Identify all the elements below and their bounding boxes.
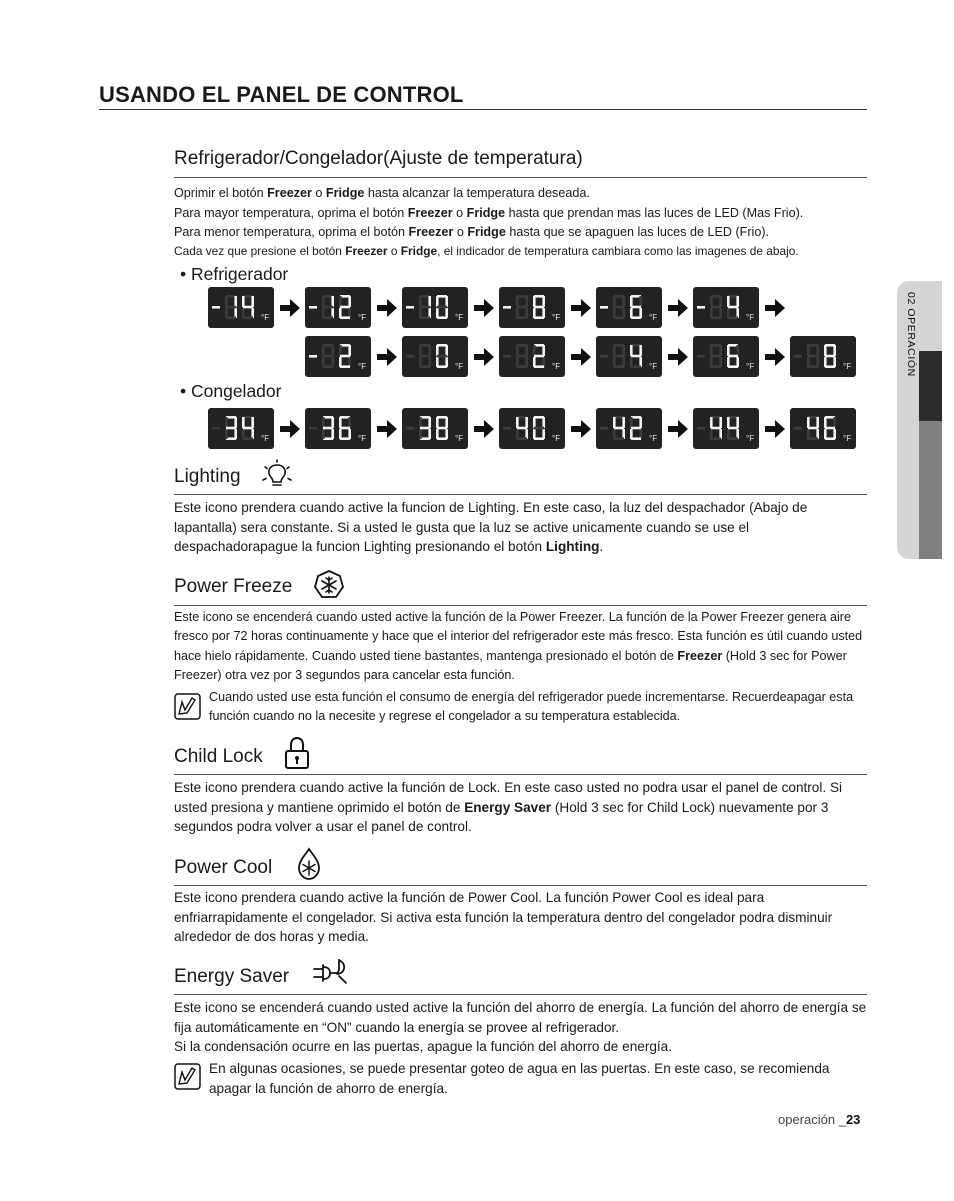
page-title: USANDO EL PANEL DE CONTROL bbox=[99, 82, 464, 107]
temperature-display bbox=[790, 408, 856, 449]
temperature-display bbox=[402, 287, 468, 328]
energy-saver-title: Energy Saver bbox=[174, 966, 290, 987]
arrow-right-icon bbox=[279, 297, 301, 319]
temp-line-4: Cada vez que presione el botón Freezer o Fridge, el indicador de temperatura cambiara como las imagenes de abajo. bbox=[174, 244, 799, 258]
temperature-display bbox=[305, 408, 371, 449]
temperature-display bbox=[208, 287, 274, 328]
power-cool-title: Power Cool bbox=[174, 857, 273, 878]
temp-line-2: Para mayor temperatura, oprima el botón Freezer o Fridge hasta que prendan mas las luces de LED (Mas Frio). bbox=[174, 206, 804, 220]
svg-text:°F: °F bbox=[843, 362, 852, 371]
side-tab-label: 02 OPERACIÓN bbox=[905, 292, 917, 377]
svg-text:°F: °F bbox=[746, 313, 755, 322]
svg-text:°F: °F bbox=[358, 434, 367, 443]
arrow-right-icon bbox=[376, 346, 398, 368]
svg-text:°F: °F bbox=[358, 313, 367, 322]
temp-line-1: Oprimir el botón Freezer o Fridge hasta alcanzar la temperatura deseada. bbox=[174, 186, 590, 200]
child-lock-rule bbox=[174, 774, 867, 775]
svg-text:°F: °F bbox=[746, 434, 755, 443]
svg-text:°F: °F bbox=[358, 362, 367, 371]
temperature-display bbox=[790, 336, 856, 377]
plug-leaf-icon bbox=[310, 956, 352, 988]
temperature-display bbox=[693, 336, 759, 377]
svg-text:°F: °F bbox=[843, 434, 852, 443]
svg-text:°F: °F bbox=[455, 362, 464, 371]
svg-text:°F: °F bbox=[746, 362, 755, 371]
arrow-right-icon bbox=[764, 346, 786, 368]
power-cool-rule bbox=[174, 885, 867, 886]
power-freeze-icon bbox=[313, 569, 345, 601]
lighting-title: Lighting bbox=[174, 466, 241, 487]
lock-icon bbox=[284, 736, 310, 770]
energy-saver-note: En algunas ocasiones, se puede presentar goteo de agua en las puertas. En este caso, se recomienda apagar la función de ahorro de energía. bbox=[209, 1061, 830, 1096]
arrow-right-icon bbox=[764, 297, 786, 319]
arrow-right-icon bbox=[376, 297, 398, 319]
energy-saver-text-1: Este icono se encenderá cuando usted active la función del ahorro de energía. La función del ahorro de energía se fija automáticamente en “ON” cuando la energía se provee al refrigerador. bbox=[174, 1000, 867, 1035]
temperature-display bbox=[305, 336, 371, 377]
svg-text:°F: °F bbox=[455, 313, 464, 322]
temperature-display bbox=[499, 287, 565, 328]
svg-text:°F: °F bbox=[455, 434, 464, 443]
svg-text:°F: °F bbox=[649, 434, 658, 443]
note-icon bbox=[174, 693, 201, 720]
svg-text:°F: °F bbox=[649, 362, 658, 371]
temperature-display bbox=[499, 408, 565, 449]
side-tab-lower bbox=[919, 421, 942, 559]
power-freeze-title: Power Freeze bbox=[174, 576, 293, 597]
title-rule bbox=[99, 109, 867, 110]
power-freeze-note: Cuando usted use esta función el consumo de energía del refrigerador puede incrementarse. Recuerdeapagar esta función cuando no la necesite y regrese el congelador a su temperatura establecida. bbox=[209, 690, 854, 724]
arrow-right-icon bbox=[473, 418, 495, 440]
arrow-right-icon bbox=[667, 297, 689, 319]
energy-saver-rule bbox=[174, 994, 867, 995]
temperature-display bbox=[402, 336, 468, 377]
svg-text:°F: °F bbox=[552, 434, 561, 443]
fridge-label: • Refrigerador bbox=[180, 264, 289, 284]
arrow-right-icon bbox=[667, 418, 689, 440]
arrow-right-icon bbox=[279, 418, 301, 440]
power-cool-icon bbox=[296, 847, 322, 881]
arrow-right-icon bbox=[667, 346, 689, 368]
child-lock-text: Este icono prendera cuando active la función de Lock. En este caso usted no podra usar el panel de control. Si usted presiona y mantiene oprimido el botón de Energy Saver (Hold 3 sec for Child Lock) nuevamente por 3 segundos podra volver a usar el panel de control. bbox=[174, 780, 843, 834]
temperature-display bbox=[596, 336, 662, 377]
svg-text:°F: °F bbox=[261, 313, 270, 322]
temperature-display bbox=[305, 287, 371, 328]
temp-section-title: Refrigerador/Congelador(Ajuste de temperatura) bbox=[174, 148, 583, 169]
power-cool-text: Este icono prendera cuando active la función de Power Cool. La función Power Cool es ideal para enfriarrapidamente el congelador. Si activa esta función la temperatura dentro del congelador podra disminuir alrededor de dos horas y media. bbox=[174, 890, 833, 944]
temperature-display bbox=[693, 287, 759, 328]
svg-text:°F: °F bbox=[552, 362, 561, 371]
arrow-right-icon bbox=[764, 418, 786, 440]
temp-line-3: Para menor temperatura, oprima el botón Freezer o Fridge hasta que se apaguen las luces de LED (Frio). bbox=[174, 225, 770, 239]
temperature-display bbox=[402, 408, 468, 449]
power-freeze-rule bbox=[174, 605, 867, 606]
svg-text:°F: °F bbox=[649, 313, 658, 322]
temperature-display bbox=[596, 408, 662, 449]
temp-section-rule bbox=[174, 177, 867, 178]
lighting-rule bbox=[174, 494, 867, 495]
arrow-right-icon bbox=[570, 418, 592, 440]
arrow-right-icon bbox=[570, 297, 592, 319]
freezer-label: • Congelador bbox=[180, 381, 282, 401]
energy-saver-text-2: Si la condensación ocurre en las puertas, apague la función del ahorro de energía. bbox=[174, 1039, 673, 1054]
power-freeze-text: Este icono se encenderá cuando usted active la función de la Power Freezer. La función de la Power Freezer genera aire fresco por 72 horas continuamente y hace que el interior del refrigerador este más fresco. Esta función es útil cuando usted hace hielo rápidamente. Cuando usted tiene bastantes, mantenga presionado el botón de Freezer (Hold 3 sec for Power Freezer) otra vez por 3 segundos para cancelar esta función. bbox=[174, 610, 863, 682]
temperature-display bbox=[596, 287, 662, 328]
temperature-display bbox=[499, 336, 565, 377]
side-tab-marker bbox=[919, 351, 942, 421]
arrow-right-icon bbox=[473, 346, 495, 368]
lightbulb-icon bbox=[260, 459, 294, 491]
svg-text:°F: °F bbox=[261, 434, 270, 443]
temperature-display bbox=[208, 408, 274, 449]
note-icon bbox=[174, 1063, 201, 1090]
page-footer: operación _23 bbox=[778, 1112, 861, 1127]
arrow-right-icon bbox=[376, 418, 398, 440]
child-lock-title: Child Lock bbox=[174, 746, 263, 767]
temperature-display bbox=[693, 408, 759, 449]
arrow-right-icon bbox=[570, 346, 592, 368]
svg-text:°F: °F bbox=[552, 313, 561, 322]
arrow-right-icon bbox=[473, 297, 495, 319]
lighting-text: Este icono prendera cuando active la funcion de Lighting. En este caso, la luz del despachador (Abajo de lapantalla) sera constante. Si a usted le gusta que la luz se active unicamente cuando se use el despachadorapague la funcion Lighting presionando el botón Lighting. bbox=[174, 500, 808, 554]
